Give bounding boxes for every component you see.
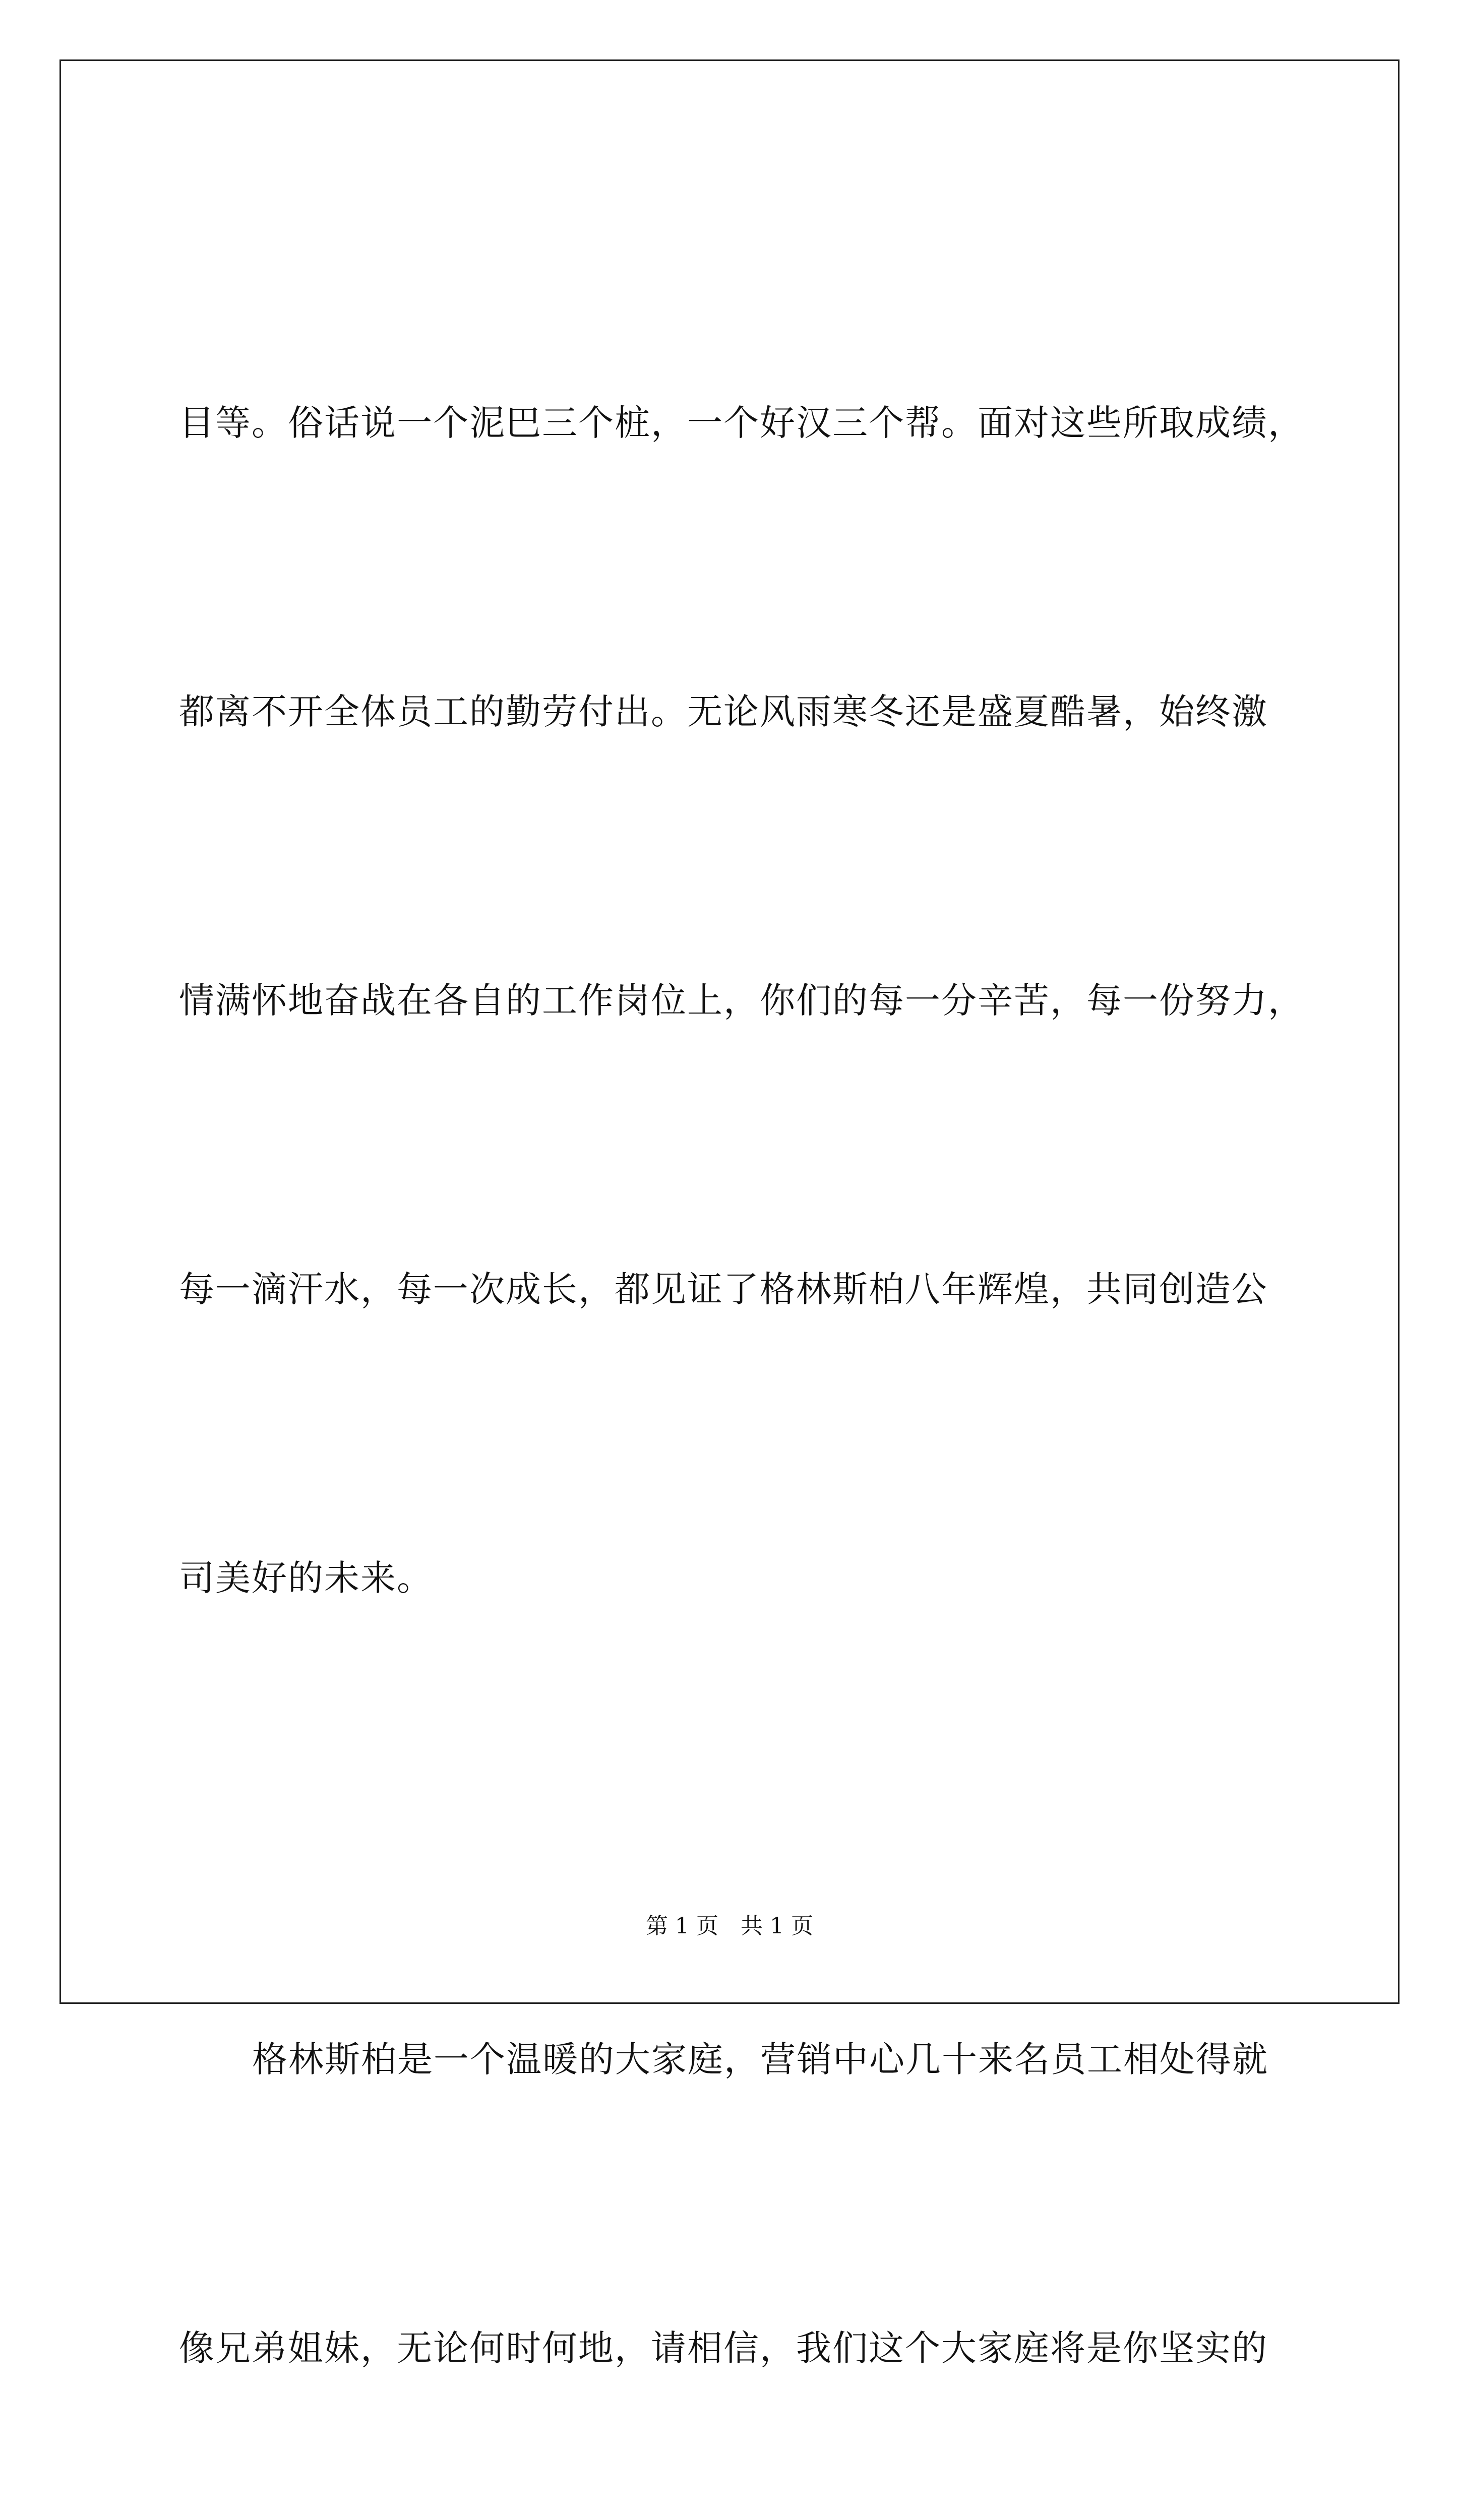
paragraph: [179, 182, 1313, 1819]
text-line: 司美好的未来。: [179, 1557, 433, 1599]
text-line: 情满怀地奋战在各自的工作岗位上，你们的每一分辛苦，每一份努力，: [179, 980, 1304, 1021]
text-line: 每一滴汗水，每一次成长，都见证了格林斯柏八年辉煌，共同创造公: [179, 1269, 1268, 1310]
document-body: [179, 182, 1313, 2520]
page-footer: 第 1 页 共 1 页: [646, 1913, 813, 1939]
text-line: 像兄弟姐妹，无论何时何地，请相信，我们这个大家庭将是你坚实的: [179, 2327, 1268, 2369]
text-line: 目等。俗话说一个泥巴三个桩，一个好汉三个帮。面对这些所取成绩，: [179, 402, 1304, 444]
text-line: 格林斯柏是一个温暖的大家庭，营销中心几十来名员工相处得就: [252, 2039, 1268, 2080]
text-line: 都离不开全体员工的勤劳付出。无论风雨寒冬还是盛夏酷暑，始终激: [179, 691, 1268, 732]
